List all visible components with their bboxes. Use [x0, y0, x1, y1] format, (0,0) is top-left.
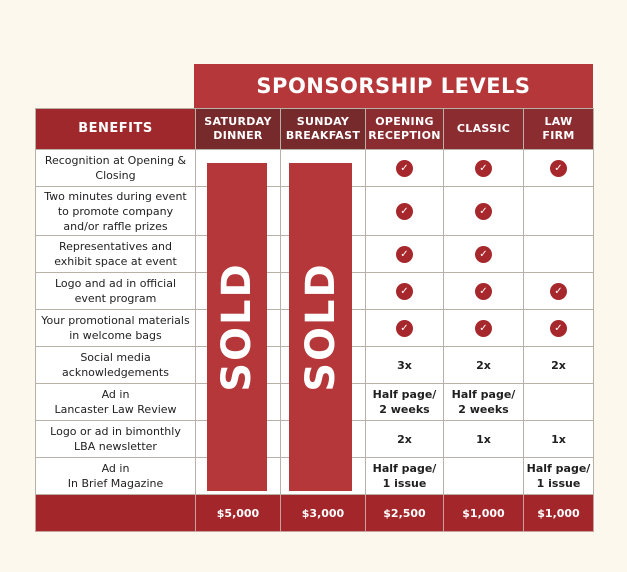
law-cell: Half page/ 1 issue: [524, 458, 594, 495]
opening-cell: Half page/ 1 issue: [366, 458, 444, 495]
benefit-label: Recognition at Opening & Closing: [36, 150, 196, 187]
classic-cell: [444, 273, 524, 310]
opening-cell: [366, 236, 444, 273]
sold-overlay-saturday: [207, 163, 267, 491]
check-circle-icon: ✓: [550, 320, 567, 337]
price-classic: $1,000: [444, 495, 524, 532]
law-cell: [524, 187, 594, 236]
price-law-firm: $1,000: [524, 495, 594, 532]
check-circle-icon: ✓: [475, 320, 492, 337]
benefit-label: Logo and ad in official event program: [36, 273, 196, 310]
check-circle-icon: ✓: [550, 283, 567, 300]
opening-cell: 2x: [366, 421, 444, 458]
law-cell: [524, 150, 594, 187]
law-cell: 1x: [524, 421, 594, 458]
check-circle-icon: ✓: [475, 246, 492, 263]
opening-cell: Half page/ 2 weeks: [366, 384, 444, 421]
sold-label-sunday: SOLD: [297, 262, 344, 392]
check-circle-icon: ✓: [396, 160, 413, 177]
benefit-label: Social media acknowledgements: [36, 347, 196, 384]
sold-label-saturday: SOLD: [214, 262, 261, 392]
check-circle-icon: ✓: [475, 283, 492, 300]
classic-cell: [444, 236, 524, 273]
benefit-label: Two minutes during event to promote company and/or raffle prizes: [36, 187, 196, 236]
opening-cell: [366, 150, 444, 187]
classic-cell: 2x: [444, 347, 524, 384]
law-cell: [524, 236, 594, 273]
benefit-label: Your promotional materials in welcome bags: [36, 310, 196, 347]
law-cell: [524, 310, 594, 347]
check-circle-icon: ✓: [396, 246, 413, 263]
law-cell: [524, 273, 594, 310]
benefit-label: Ad in Lancaster Law Review: [36, 384, 196, 421]
price-sunday: $3,000: [281, 495, 366, 532]
benefit-label: Logo or ad in bimonthly LBA newsletter: [36, 421, 196, 458]
header-classic: CLASSIC: [444, 109, 524, 150]
classic-cell: [444, 187, 524, 236]
opening-cell: [366, 187, 444, 236]
opening-cell: [366, 273, 444, 310]
check-circle-icon: ✓: [396, 320, 413, 337]
classic-cell: [444, 310, 524, 347]
check-circle-icon: ✓: [396, 203, 413, 220]
header-law-firm: LAW FIRM: [524, 109, 594, 150]
header-sunday-breakfast: SUNDAY BREAKFAST: [281, 109, 366, 150]
banner-title: SPONSORSHIP LEVELS: [256, 74, 531, 98]
benefits-header: BENEFITS: [36, 109, 196, 150]
benefit-label: Ad in In Brief Magazine: [36, 458, 196, 495]
price-label-cell: [36, 495, 196, 532]
sponsorship-levels-banner: [194, 64, 593, 108]
check-circle-icon: ✓: [396, 283, 413, 300]
opening-cell: 3x: [366, 347, 444, 384]
classic-cell: [444, 150, 524, 187]
header-row: [36, 109, 594, 150]
classic-cell: [444, 458, 524, 495]
classic-cell: Half page/ 2 weeks: [444, 384, 524, 421]
price-saturday: $5,000: [196, 495, 281, 532]
opening-cell: [366, 310, 444, 347]
price-row: [36, 495, 594, 532]
classic-cell: 1x: [444, 421, 524, 458]
price-opening: $2,500: [366, 495, 444, 532]
law-cell: [524, 384, 594, 421]
check-circle-icon: ✓: [550, 160, 567, 177]
sold-overlay-sunday: [289, 163, 352, 491]
check-circle-icon: ✓: [475, 203, 492, 220]
check-circle-icon: ✓: [475, 160, 492, 177]
header-saturday-dinner: SATURDAY DINNER: [196, 109, 281, 150]
header-opening-reception: OPENING RECEPTION: [366, 109, 444, 150]
law-cell: 2x: [524, 347, 594, 384]
benefit-label: Representatives and exhibit space at event: [36, 236, 196, 273]
